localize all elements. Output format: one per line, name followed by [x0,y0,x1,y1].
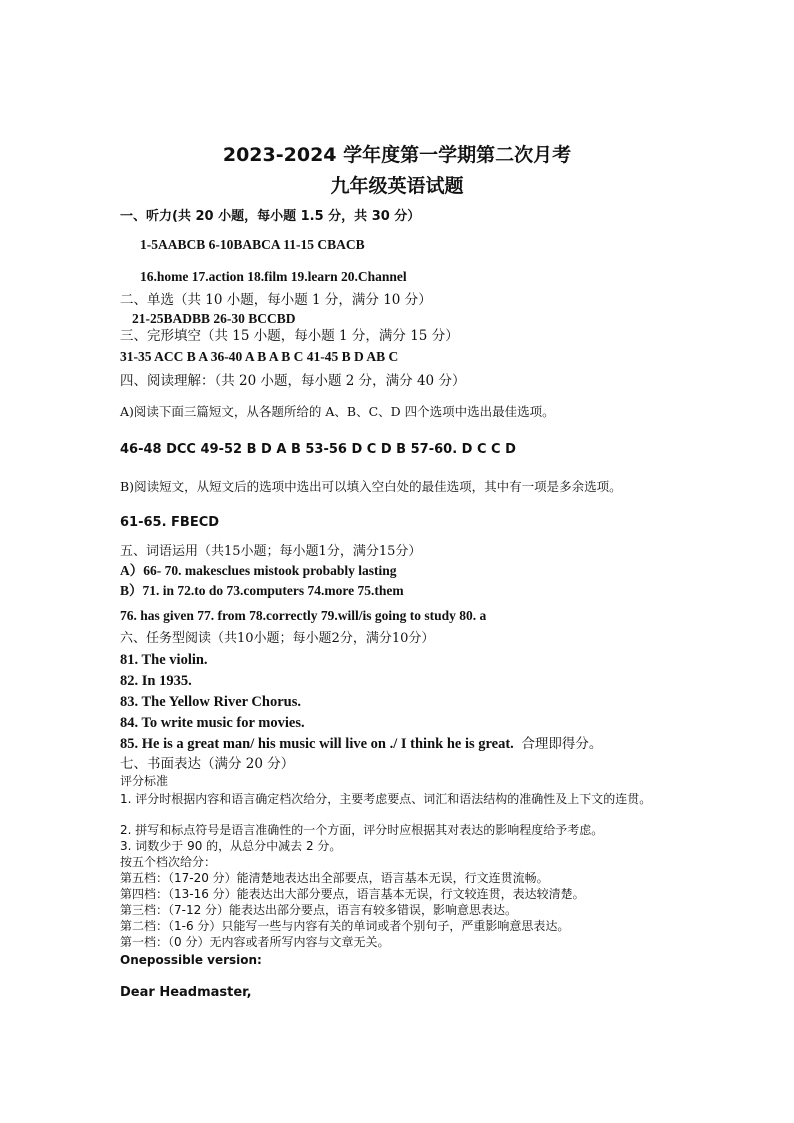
letter-greeting: Dear Headmaster, [120,985,252,1000]
level-4: 第四档：（13-16 分）能表达出大部分要点，语言基本无误，行文较连贯，表达较清楚。 [120,887,585,901]
answer-85-note: 合理即得分。 [521,736,603,752]
reading-part-a-instruction: A)阅读下面三篇短文，从各题所给的 A、B、C、D 四个选项中选出最佳选项。 [120,404,555,419]
word-usage-answers-b: B）71. in 72.to do 73.computers 74.more 75.them [120,583,404,598]
level-2: 第二档：（1-6 分）只能写一些与内容有关的单词或者个别句子，严重影响意思表达。 [120,919,570,933]
answer-82: 82. In 1935. [120,673,192,689]
reading-part-b-answers: 61-65. FBECD [120,515,220,530]
answer-84: 84. To write music for movies. [120,715,305,731]
answer-85-text: 85. He is a great man/ his music will live on ./ I think he is great. [120,736,514,752]
answer-83: 83. The Yellow River Chorus. [120,694,301,710]
section-writing-heading: 七、书面表达（满分 20 分） [120,756,295,772]
level-3: 第三档：（7-12 分）能表达出部分要点，语言有较多错误，影响意思表达。 [120,903,518,917]
page-title: 2023-2024 学年度第一学期第二次月考 [222,144,572,166]
level-1: 第一档：（0 分）无内容或者所写内容与文章无关。 [120,935,390,949]
answer-81: 81. The violin. [120,652,208,668]
criteria-rule-2: 2. 拼写和标点符号是语言准确性的一个方面，评分时应根据其对表达的影响程度给予考虑。 [120,823,604,837]
reading-part-a-answers: 46-48 DCC 49-52 B D A B 53-56 D C D B 57-60. D C C D [120,442,516,457]
version-label: Onepossible version: [120,953,262,967]
criteria-title: 评分标准 [120,774,169,788]
word-usage-answers-a: A）66- 70. makesclues mistook probably lasting [120,563,397,578]
section-listening-heading: 一、听力(共 20 小题，每小题 1.5 分，共 30 分） [120,209,421,224]
section-reading-heading: 四、阅读理解：（共 20 小题，每小题 2 分，满分 40 分） [120,373,466,389]
page-subtitle: 九年级英语试题 [330,175,464,197]
reading-part-b-instruction: B)阅读短文，从短文后的选项中选出可以填入空白处的最佳选项，其中有一项是多余选项。 [120,479,622,494]
single-choice-answers: 21-25BADBB 26-30 BCCBD [132,311,296,326]
section-cloze-heading: 三、完形填空（共 15 小题，每小题 1 分，满分 15 分） [120,328,459,344]
criteria-rule-1: 1. 评分时根据内容和语言确定档次给分，主要考虑要点、词汇和语法结构的准确性及上下文的连贯。 [120,792,652,806]
section-word-usage-heading: 五、词语运用（共15小题；每小题1分，满分15分） [120,544,422,559]
levels-title: 按五个档次给分： [120,855,217,869]
word-usage-answers-c: 76. has given 77. from 78.correctly 79.will/is going to study 80. a [120,608,487,623]
answer-85 [120,737,602,752]
section-single-choice-heading: 二、单选（共 10 小题，每小题 1 分，满分 10 分） [120,292,432,308]
level-5: 第五档：（17-20 分）能清楚地表达出全部要点，语言基本无误，行文连贯流畅。 [120,871,549,885]
criteria-rule-3: 3. 词数少于 90 的，从总分中减去 2 分。 [120,839,342,853]
section-task-reading-heading: 六、任务型阅读（共10小题；每小题2分，满分10分） [120,631,435,646]
listening-answers-2: 16.home 17.action 18.film 19.learn 20.Channel [140,269,407,284]
listening-answers-1: 1-5AABCB 6-10BABCA 11-15 CBACB [140,237,365,252]
cloze-answers: 31-35 ACC B A 36-40 A B A B C 41-45 B D AB C [120,349,399,364]
